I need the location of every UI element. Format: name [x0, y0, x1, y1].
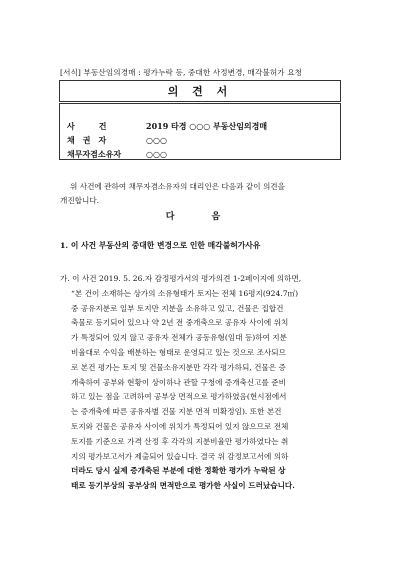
debtor-row [60, 148, 340, 160]
case-info-box [59, 103, 341, 160]
body-line: 하고 있는 점을 고려하여 공부상 면적으로 평가하였음(현시점에서 [71, 392, 287, 402]
body-line: 토지와 건물은 공유자 사이에 위치가 특정되어 있지 않으므로 전체 [71, 421, 289, 431]
debtor-value: ○○○ [146, 149, 167, 159]
case-row [60, 120, 340, 132]
body-line: 비율대로 수익을 배분하는 형태로 운영되고 있는 것으로 조사되므 [71, 347, 286, 357]
document-title: 의 견 서 [167, 85, 233, 98]
form-subject: 부동산임의경매 : 평가누락 등, 중대한 사정변경, 매각불허가 요청 [83, 68, 303, 77]
body-line: 개축하여 공부와 현황이 상이하나 관할 구청에 증개축신고를 준비 [71, 377, 286, 387]
body-line-emphasis: 태로 등기부상의 공부상의 면적만으로 평가한 사실이 드러났습니다. [71, 481, 295, 491]
section-1-body [60, 272, 342, 494]
intro-line: 개진합니다. [60, 196, 100, 205]
creditor-value: ○○○ [146, 135, 167, 145]
case-label: 사 건 [67, 120, 107, 131]
form-header [60, 67, 302, 78]
section-1-title: 1. 이 사건 부동산의 중대한 변경으로 인한 매각불허가사유 [60, 241, 261, 250]
creditor-row [60, 134, 340, 146]
body-line: 지의 평가보고서가 제출되어 있습니다. 결국 위 감정보고서에 의하 [71, 451, 289, 461]
body-line: 축물로 등기되어 있으나 약 2년 전 중개축으로 공유자 사이에 위치 [71, 318, 289, 328]
intro-paragraph [60, 180, 342, 208]
next-heading: 다 음 [165, 212, 235, 222]
body-line: 토지를 기준으로 가격 산정 후 각각의 지분비율만 평가하였다는 취 [71, 436, 289, 446]
body-line: 는 증개축에 따른 공유자별 건물 지분 면적 미확정임). 또한 본건 [71, 407, 282, 417]
document-title-box [59, 80, 341, 102]
body-line-emphasis: 더라도 당시 실제 증개축된 부분에 대한 정확한 평가가 누락된 상 [71, 466, 286, 476]
creditor-label: 채 권 자 [67, 134, 107, 145]
intro-line: 위 사건에 관하여 채무자겸소유자의 대리인은 다음과 같이 의견을 [70, 182, 285, 191]
body-line: 중 공유지분로 일부 토지만 지분을 소유하고 있고, 건물은 집합건 [71, 303, 284, 313]
body-line: 가 특정되어 있지 않고 공유자 전체가 공동유형(임대 등)하여 지분 [71, 333, 287, 343]
form-type-label: [서식] [60, 68, 81, 77]
body-line: 가. 이 사건 2019. 5. 26.자 감정평가서의 평가의견 1-2페이지에 의하면, [60, 274, 302, 283]
case-value: 2019 타경 ○○○ 부동산임의경매 [146, 120, 268, 131]
body-line: 로 본건 평가는 토지 및 건물소유지분만 각각 평가하되, 건물은 증 [71, 362, 286, 372]
debtor-label: 채무자겸소유자 [67, 148, 122, 159]
body-line: “본 건이 소재하는 상가의 소유형태가 토지는 전체 16평지(924.7㎡) [71, 288, 299, 298]
